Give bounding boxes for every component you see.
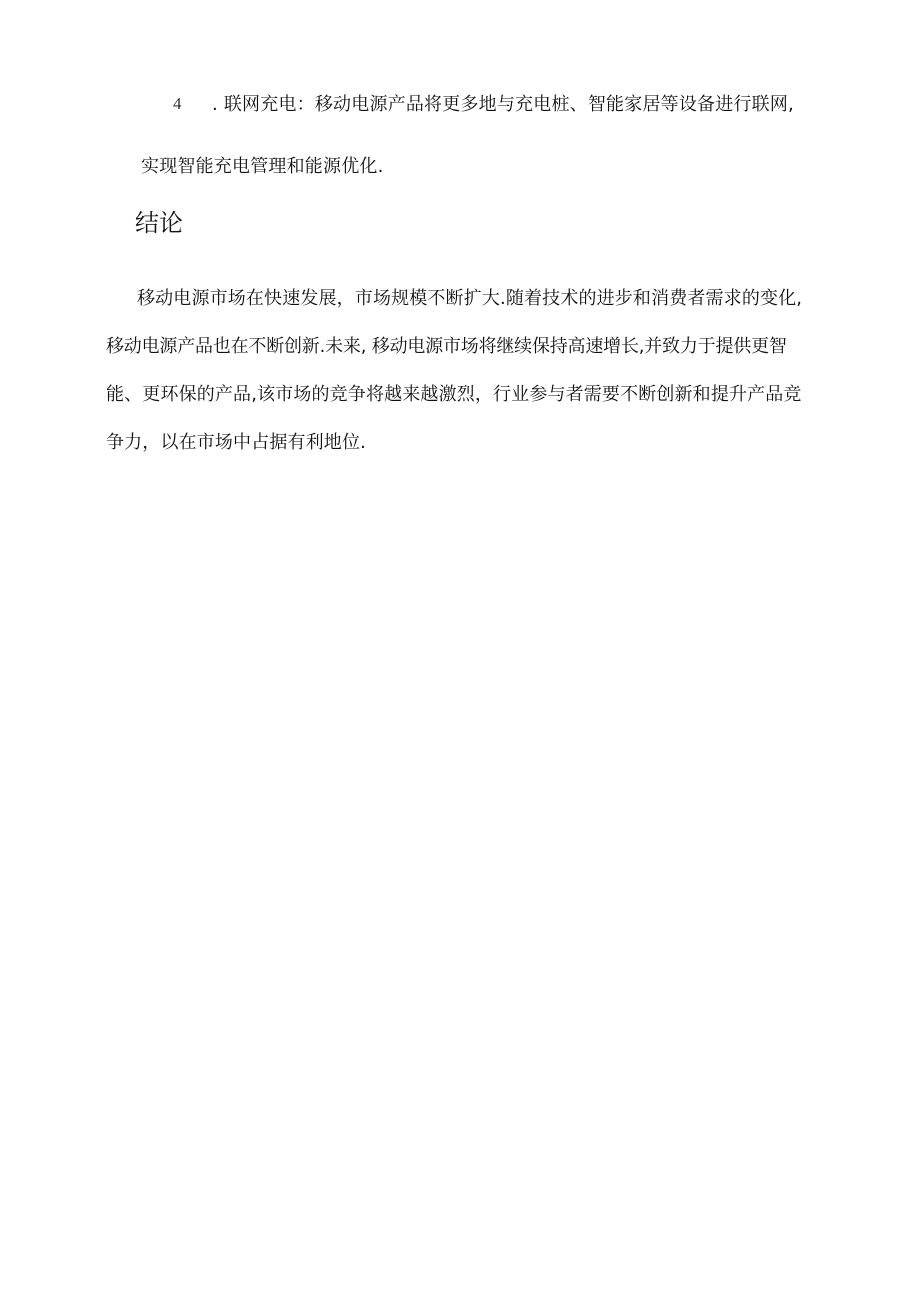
paragraph-line: 移动电源产品也在不断创新.未来, 移动电源市场将继续保持高速增长,并致力于提供更智	[106, 336, 787, 357]
paragraph-line: 争力，以在市场中占据有利地位.	[106, 432, 366, 453]
paragraph-line: 能、更环保的产品,该市场的竞争将越来越激烈，行业参与者需要不断创新和提升产品竞	[106, 384, 802, 405]
section-heading-conclusion: 结论	[135, 209, 183, 237]
paragraph-line: 移动电源市场在快速发展，市场规模不断扩大.随着技术的进步和消费者需求的变化,	[137, 288, 803, 309]
list-item-text-line: . 联网充电：移动电源产品将更多地与充电桩、智能家居等设备进行联网,	[212, 94, 794, 115]
list-number: 4	[173, 94, 182, 113]
list-item-text-line: 实现智能充电管理和能源优化.	[141, 156, 384, 177]
